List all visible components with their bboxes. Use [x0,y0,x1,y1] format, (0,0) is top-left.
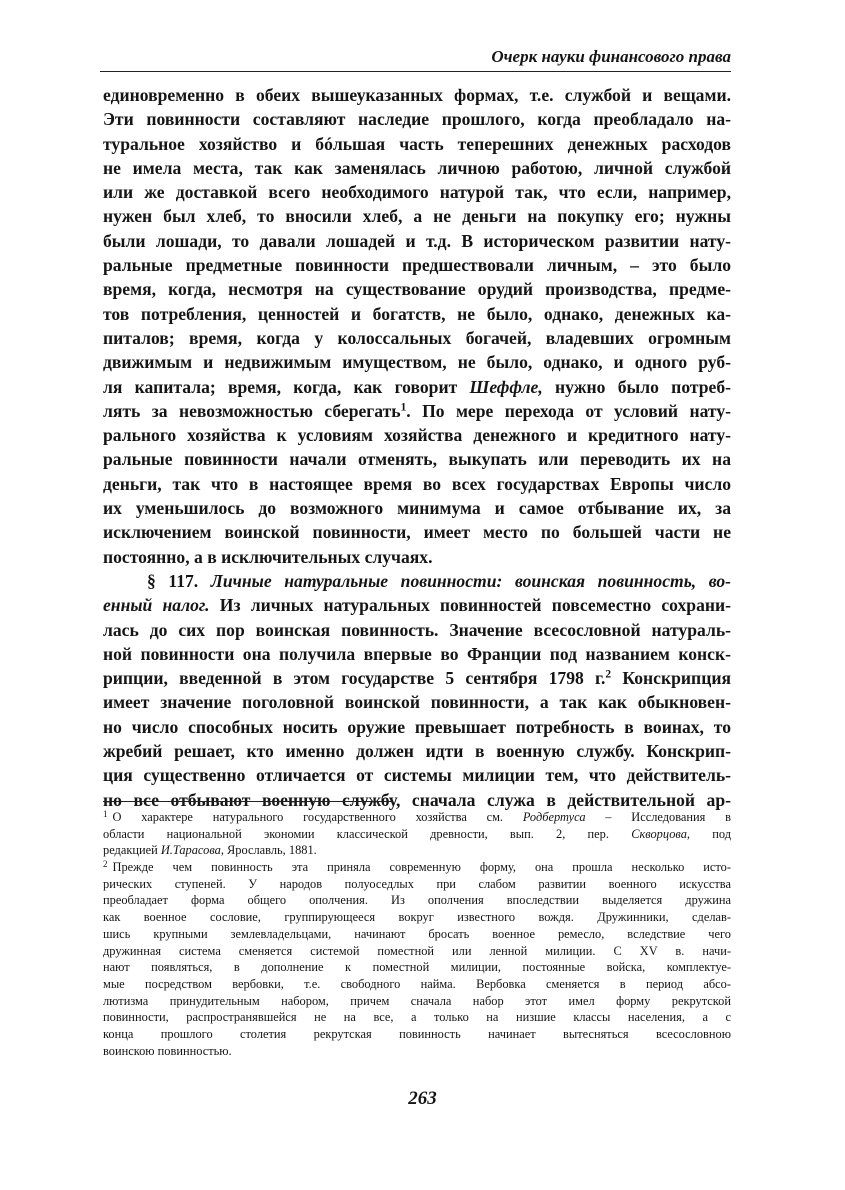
text-line: тов потребления, ценностей и богатств, не было, однако, денежных ка- [103,303,731,324]
text-line: нужен был хлеб, то вносили хлеб, а не деньги на покупку его; нужны [103,206,731,227]
footnote-1-line [103,826,731,843]
text-run: , под [686,826,731,841]
text-line: не имела места, так как заменялась личною работою, личной службой [103,157,731,178]
footnote-2-line: лютизма принудительным набором, причем сначала набор этот имел форму рекрутской [103,993,731,1008]
text-line: но число способных носить оружие превышает потребность в воинах, то [103,716,731,737]
text-line: рального хозяйства к условиям хозяйства денежного и кредитного нату- [103,425,731,446]
text-line: жребий решает, кто именно должен идти в военную службу. Конскрип- [103,741,731,762]
text-line [103,666,731,690]
section-title-cont: енный налог. [103,595,210,616]
section-title: Личные натуральные повинности: воинская повинность, во- [210,570,731,591]
text-run: редакцией [103,843,161,858]
footnote-2-line: рических ступеней. У народов полуоседлых при слабом развитии военного искусства [103,876,731,891]
text-line: ной повинности она получила впервые во Франции под названием конск- [103,643,731,664]
footnote-2-line: преобладает форма общего ополчения. Из ополчения впоследствии выделяется дружина [103,893,731,908]
text-line: ральные предметные повинности предшествовали личным, – это было [103,255,731,276]
footnote-ref-2[interactable]: 2 [605,668,612,681]
text-run: области национальной экономии классической древности, вып. 2, пер. [103,826,632,841]
footnote-2-line: шись крупными землевладельцами, начинают бросать военное ремесло, вследствие чего [103,926,731,941]
text-run: Из личных натуральных повинностей повсеместно сохрани- [209,595,731,616]
text-run: рипции, введенной в этом государстве 5 сентября 1798 г. [103,668,606,689]
author-name-italic: Родбертуса [522,810,586,824]
footnote-2-line [103,859,731,876]
text-line: но все отбывают военную службу, сначала служа в действительной ар- [103,789,731,810]
text-line: исключением воинской повинности, имеет место по большей части не [103,522,731,543]
text-line [103,593,731,617]
text-line: были лошади, то давали лошадей и т.д. В историческом развитии нату- [103,230,731,251]
section-heading-line [103,569,731,593]
footnote-ref-1[interactable]: 1 [400,401,407,414]
text-line: ция существенно отличается от системы милиции тем, что действитель- [103,765,731,786]
text-line: имеет значение поголовной воинской повинности, а так как обыкновен- [103,692,731,713]
text-line [103,375,731,399]
text-run: нужно было потреб- [542,376,731,397]
footnote-mark-1: 1 [103,809,108,819]
text-line [103,399,731,423]
editor-name-italic: И.Тарасова [160,843,221,858]
footnote-2-line: дружинная система сменяется системой поместной или ленной милиции. С XV в. начи- [103,943,731,958]
text-run: ля капитала; время, когда, как говорит [103,376,470,397]
text-line: лась до сих пор воинская повинность. Значение всесословной натураль- [103,619,731,640]
text-line: питалов; время, когда у колоссальных богачей, владевших огромным [103,327,731,348]
text-line: ральные повинности начали отменять, выкупать или переводить их на [103,449,731,470]
header-rule [100,71,731,72]
footnote-2-line: как военное сословие, группирующееся вокруг известного вождя. Дружинники, сделав- [103,910,731,925]
text-line: Эти повинности составляют наследие прошлого, когда преобладало на- [103,109,731,130]
main-text [103,83,731,812]
text-line: постоянно, а в исключительных случаях. [103,546,433,567]
text-line: движимым и недвижимым имуществом, не было, однако, и одного руб- [103,352,731,373]
text-run: Прежде чем повинность эта приняла современную форму, она прошла несколько исто- [112,860,731,875]
footnote-1-line [103,809,731,826]
text-run: О характере натурального государственного хозяйства см. [112,810,523,824]
text-run: лять за невозможностью сберегать [103,400,401,421]
text-line: их уменьшилось до возможного минимума и самое отбывание их, за [103,498,731,519]
text-line: деньги, так что в настоящее время во всех государствах Европы число [103,473,731,494]
translator-name-italic: Скворцова [631,826,687,841]
author-name-italic: Шеффле, [469,376,543,397]
footnote-2-line: конца прошлого столетия рекрутская повинность начинает вытесняться всесословною [103,1026,731,1041]
footnotes [103,809,731,1059]
text-line: туральное хозяйство и бóльшая часть теперешних денежных расходов [103,133,731,154]
text-line: или же доставкой всего необходимого натурой так, что если, например, [103,182,731,203]
text-run: , Ярославль, 1881. [220,843,317,858]
section-number: § 117. [147,570,199,591]
footnote-mark-2: 2 [103,859,108,869]
footnote-rule [103,801,393,802]
text-run: – Исследования в [585,810,731,824]
footnote-1-line [103,842,731,859]
footnote-2-line: нают появляться, в дополнение к поместной милиции, постоянные войска, комплектуе- [103,960,731,975]
footnote-2-line: воинскою повинностью. [103,1043,232,1058]
text-line: единовременно в обеих вышеуказанных формах, т.е. службой и вещами. [103,85,731,105]
running-head: Очерк науки финансового права [491,47,731,66]
text-line: время, когда, несмотря на существование орудий производства, предме- [103,279,731,300]
footnote-2-line: повинности, распространявшейся не на все, а только на низшие классы населения, а с [103,1010,731,1025]
footnote-2-line: мые посредством вербовки, т.е. свободного найма. Вербовка сменяется в период абсо- [103,976,731,991]
text-run: . По мере перехода от условий нату- [406,400,731,421]
page-number: 263 [408,1088,437,1109]
text-run: Конскрипция [611,668,731,689]
